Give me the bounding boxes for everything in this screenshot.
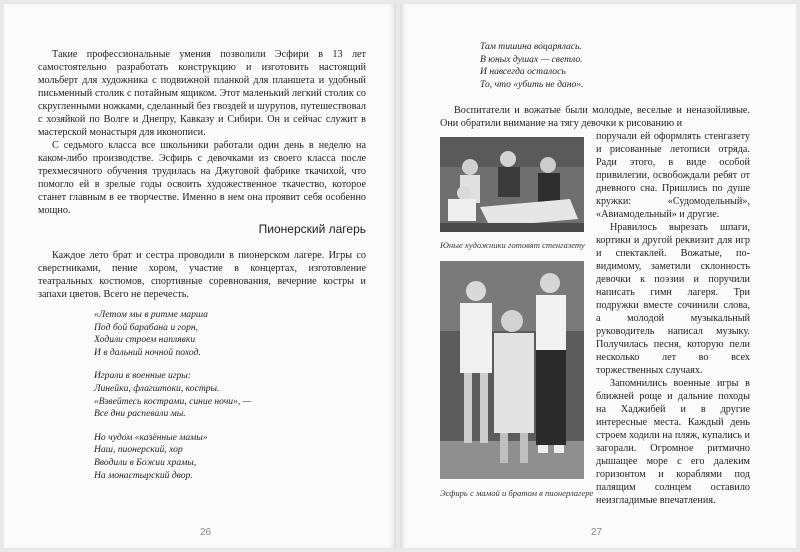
photo-family-camp-image	[440, 261, 584, 479]
poem-line: То, что «убить не дано».	[480, 78, 584, 90]
poem-line: И навсегда осталось	[480, 66, 566, 78]
poem-line: Но чудом «казённые мамы»	[94, 431, 208, 443]
right-paragraph-col-1: поручали ей оформлять стенгазету и рисованные летописи отряда. Ради этого, в виде особой привилегии, освобождали ребят от дневного сна. Пришлись по душе кружки: «Судомодельный», «Авиамодельный» и другие.	[596, 131, 750, 220]
poem-line: Играли в военные игры:	[94, 370, 192, 382]
left-paragraph-3: Каждое лето брат и сестра проводили в пионерском лагере. Игры со сверстниками, пение хором, участие в концертах, изготовление театральных костюмов, спортивные соревнования, вечерние костры и запахи цветов. Всего не перечесть.	[38, 250, 366, 300]
poem-line: Вводили в Божии храмы,	[94, 456, 197, 468]
poem-line: «Летом мы в ритме марша	[94, 309, 208, 320]
right-page	[400, 4, 796, 548]
poem-stanza-3	[94, 432, 334, 482]
photo-young-artists	[440, 137, 584, 232]
poem-stanza-2	[94, 370, 334, 420]
left-poem	[94, 309, 334, 493]
poem-line: В юных душах — светло.	[480, 53, 583, 65]
photo-young-artists-image	[440, 137, 584, 232]
photo-family-camp	[440, 261, 584, 479]
poem-line: Все дни распевали мы.	[94, 408, 186, 420]
left-page	[4, 4, 396, 548]
photo-caption-1: Юные художники готовят стенгазету	[440, 240, 585, 250]
right-paragraph-col-3: Запомнились военные игры в ближней роще и дальние походы на Хаджибей и в другие интересные места. Каждый день строем ходили на пляж, купались и загорали. Огромное ритмично дышащее море с его далеким горизонтом и кораблями под палящим солнцем оставило неизгладимые впечатления.	[596, 378, 750, 506]
right-column-text	[596, 130, 750, 507]
poem-line: Под бой барабана и горн,	[94, 321, 199, 333]
right-wide-paragraph	[440, 104, 750, 130]
poem-line: Наш, пионерский, хор	[94, 444, 183, 456]
poem-stanza-1	[94, 309, 334, 359]
poem-line: Ходили строем наплявки	[94, 334, 196, 346]
left-text-block	[38, 48, 366, 217]
poem-line: «Взвейтесь кострами, синие ночи», —	[94, 395, 252, 407]
left-paragraph-3-block	[38, 249, 366, 301]
left-paragraph-1: Такие профессиональные умения позволили Эсфири в 13 лет самостоятельно разработать конструкцию и изготовить настоящий мольберт для художника с подвижной планкой для планшета и удобный письменный столик с потайным ящиком. Этот маленький легкий столик со скругленными ножками, сделанный без гвоздей и шурупов, путешествовал с хозяйкой по Волге и Днепру, Кавказу и Сибири. Он и сейчас служит в мастерской монастыря для иконописи.	[38, 49, 366, 138]
right-paragraph-col-2: Нравилось вырезать шпаги, кортики и другой реквизит для игр и спектаклей. Вожатые, по-видимому, заметили склонность девочки к поэзии и поручили написать гимн лагеря. Три подружки вместе сочинили слова, а молодой музыкальный руководитель написал музыку. Получилась песня, которую пели несколько лет во всех торжественных случаях.	[596, 222, 750, 376]
left-paragraph-2: С седьмого класса все школьники работали один день в неделю на каком-либо производстве. Эсфирь с девочками из своего класса после трехмесячного обучения трудилась на Джутовой фабрике ткачихой, что помогло ей в зрелые годы освоить художественное ткачество, которое станет главным в ее творчестве. Именно в нем она проявит себя особенно мощно.	[38, 140, 366, 216]
poem-line: Линейки, флагштоки, костры.	[94, 382, 220, 394]
right-paragraph-wide: Воспитатели и вожатые были молодые, веселые и неназойливые. Они обратили внимание на тягу девочки к рисованию и	[440, 105, 750, 129]
left-page-number: 26	[200, 527, 212, 538]
poem-line: Там тишина воцарялась.	[480, 41, 582, 52]
right-page-number: 27	[591, 527, 603, 538]
right-poem	[480, 41, 680, 91]
poem-line: На монастырский двор.	[94, 469, 193, 481]
poem-line: И в дальний ночной поход.	[94, 346, 201, 358]
section-heading: Пионерский лагерь	[258, 222, 366, 236]
photo-caption-2: Эсфирь с мамой и братом в пионерлагере	[440, 488, 594, 498]
